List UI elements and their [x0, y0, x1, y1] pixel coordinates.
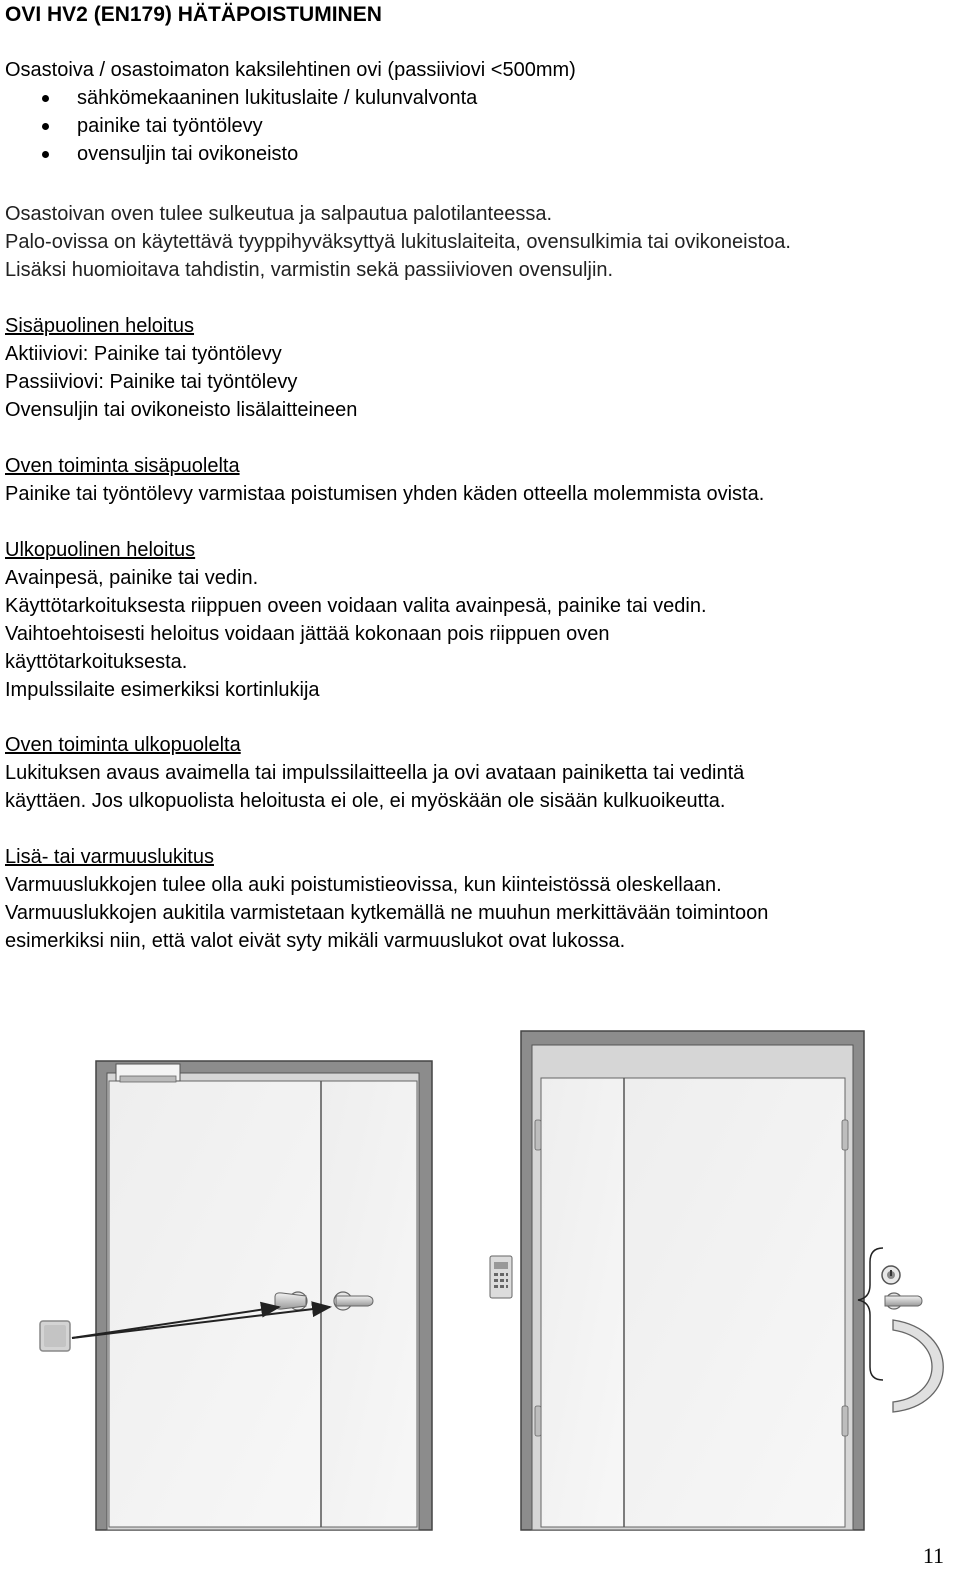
text-line: Vaihtoehtoisesti heloitus voidaan jättää kokonaan pois riippuen oven	[5, 623, 610, 645]
bullet-text: ovensuljin tai ovikoneisto	[77, 143, 299, 165]
note-line: Lisäksi huomioitava tahdistin, varmistin sekä passiivioven ovensuljin.	[5, 259, 614, 281]
outside-fittings-section	[5, 536, 955, 704]
card-reader-icon	[490, 1256, 512, 1298]
outside-operation-section	[5, 731, 955, 815]
text-line: käyttötarkoituksesta.	[5, 651, 188, 673]
note-line: Palo-ovissa on käytettävä tyyppihyväksyttyä lukituslaiteita, ovensulkimia tai ovikoneistoa.	[5, 231, 791, 253]
hinge-icon	[842, 1120, 848, 1150]
lever-handle-icon	[275, 1292, 307, 1310]
active-door-leaf	[624, 1078, 845, 1527]
bullet-icon	[42, 123, 49, 130]
key-cylinder-icon	[882, 1266, 900, 1284]
text-line: Varmuuslukkojen tulee olla auki poistumistieovissa, kun kiinteistössä oleskellaan.	[5, 874, 722, 896]
hinge-icon	[535, 1120, 541, 1150]
bullet-icon	[42, 151, 49, 158]
inside-operation-section	[5, 452, 955, 508]
text-line: Käyttötarkoituksesta riippuen oveen voidaan valita avainpesä, painike tai vedin.	[5, 595, 707, 617]
text-line: Ovensuljin tai ovikoneisto lisälaitteineen	[5, 399, 358, 421]
text-line: Varmuuslukkojen aukitila varmistetaan kytkemällä ne muuhun merkittävään toimintoon	[5, 902, 769, 924]
page-title: OVI HV2 (EN179) HÄTÄPOISTUMINEN	[5, 3, 382, 26]
extra-locking-section	[5, 843, 955, 955]
inside-door-view	[40, 1061, 432, 1530]
pull-handle-icon	[893, 1320, 943, 1412]
text-line: Lukituksen avaus avaimella tai impulssilaitteella ja ovi avataan painiketta tai vedintä	[5, 762, 745, 784]
intro-bullet-list	[5, 84, 955, 168]
section-heading: Lisä- tai varmuuslukitus	[5, 846, 214, 868]
passive-door-leaf	[541, 1078, 624, 1527]
note-line: Osastoivan oven tulee sulkeutua ja salpautua palotilanteessa.	[5, 203, 553, 225]
section-heading: Oven toiminta sisäpuolelta	[5, 455, 240, 477]
hinge-icon	[535, 1406, 541, 1436]
bullet-text: painike tai työntölevy	[77, 115, 263, 137]
outside-door-view	[490, 1031, 943, 1530]
door-illustration	[0, 1020, 960, 1540]
section-heading: Oven toiminta ulkopuolelta	[5, 734, 241, 756]
text-line: Aktiiviovi: Painike tai työntölevy	[5, 343, 282, 365]
bullet-icon	[42, 95, 49, 102]
inside-fittings-section	[5, 312, 955, 424]
list-item	[5, 112, 955, 140]
hinge-icon	[842, 1406, 848, 1436]
list-item	[5, 140, 955, 168]
page-number: 11	[922, 1543, 944, 1568]
intro-lead: Osastoiva / osastoimaton kaksilehtinen ovi (passiiviovi <500mm)	[5, 59, 576, 81]
notes-section	[5, 200, 955, 284]
text-line: Impulssilaite esimerkiksi kortinlukija	[5, 679, 320, 701]
text-line: käyttäen. Jos ulkopuolista heloitusta ei ole, ei myöskään ole sisään kulkuoikeutta.	[5, 790, 726, 812]
section-heading: Ulkopuolinen heloitus	[5, 539, 196, 561]
text-line: Painike tai työntölevy varmistaa poistumisen yhden käden otteella molemmista ovista.	[5, 483, 765, 505]
lever-handle-icon	[885, 1293, 922, 1309]
bullet-text: sähkömekaaninen lukituslaite / kulunvalvonta	[77, 87, 478, 109]
text-line: esimerkiksi niin, että valot eivät syty mikäli varmuuslukot ovat lukossa.	[5, 930, 626, 952]
text-line: Avainpesä, painike tai vedin.	[5, 567, 259, 589]
intro-section	[5, 56, 955, 168]
text-line: Passiiviovi: Painike tai työntölevy	[5, 371, 298, 393]
section-heading: Sisäpuolinen heloitus	[5, 315, 195, 337]
list-item	[5, 84, 955, 112]
